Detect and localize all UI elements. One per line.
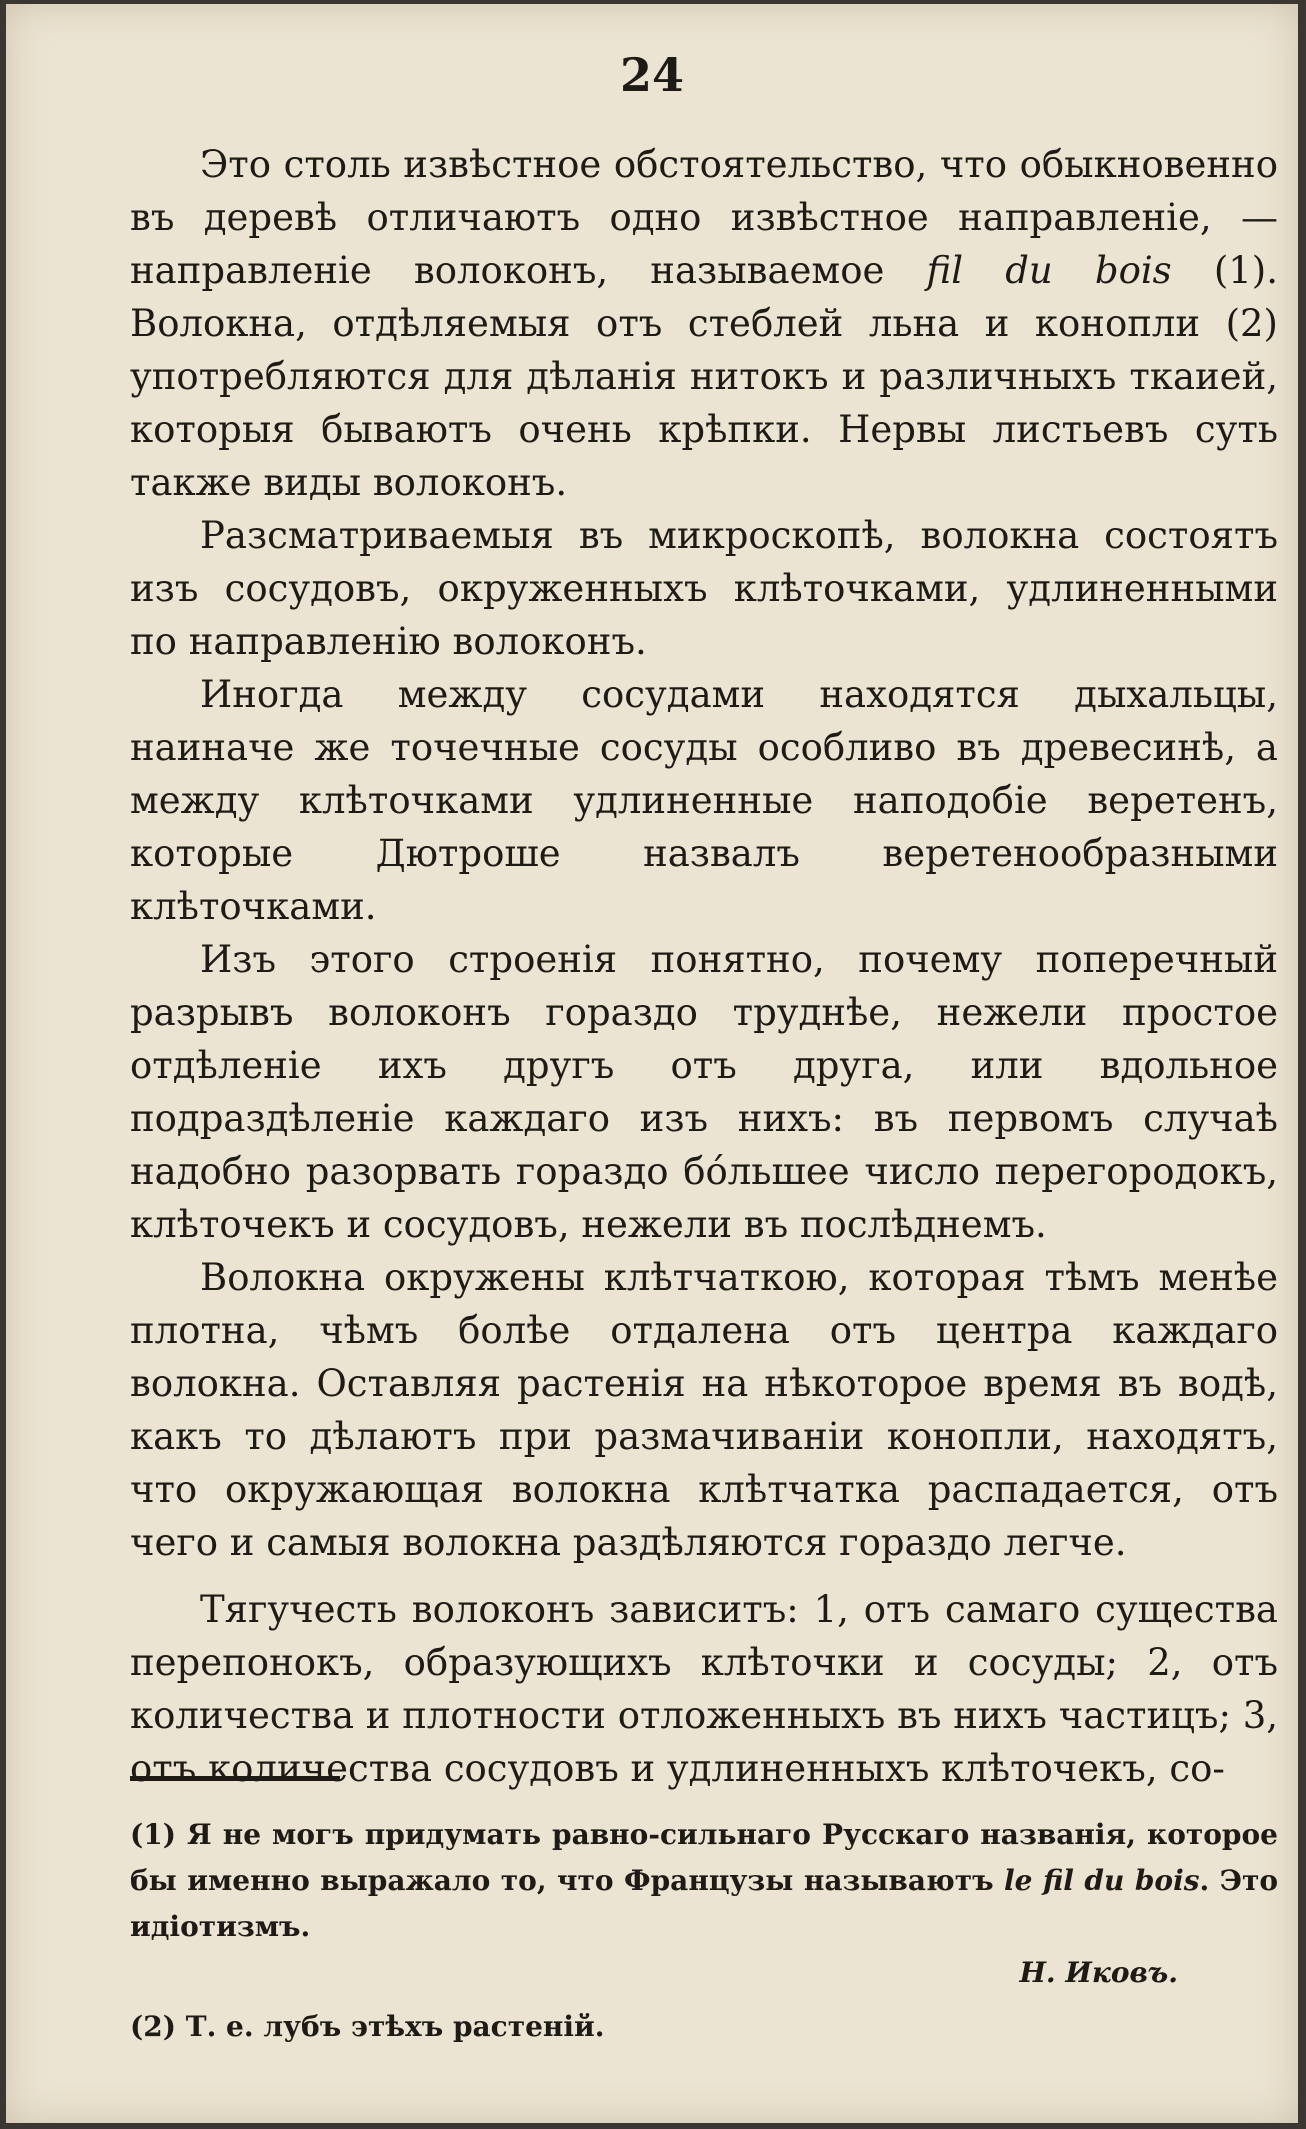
paragraph-3: Иногда между сосудами находятся дыхальцы, наиначе же точечные сосуды особливо въ древесинѣ, а между клѣточками удлиненные наподобіе веретенъ, которые Дютроше назвалъ веретенообразными клѣточками. [130, 673, 1278, 928]
paragraph-4: Изъ этого строенія понятно, почему поперечный разрывъ волоконъ гораздо труднѣе, нежели простое отдѣленіе ихъ другъ отъ друга, или вдольное подраздѣленіе каждаго изъ нихъ: въ первомъ случаѣ надобно разорвать гораздо бо́льшее число перегородокъ, клѣточекъ и сосудовъ, нежели въ послѣднемъ. [130, 938, 1278, 1246]
paragraph-1-text-a: Это столь извѣстное обстоятельство, что обыкновенно въ деревѣ отличаютъ одно извѣстное направленіе, — направленіе волоконъ, называемое [130, 143, 1278, 292]
footnote-signature: Н. Иковъ. [1019, 1956, 1178, 1989]
body-text [130, 138, 1278, 1795]
footnote-1-text-b: . Это идіотизмъ. [130, 1864, 1279, 1943]
footnote-2: (2) Т. е. лубъ этѣхъ растеній. [130, 2010, 605, 2043]
paragraph-5: Волокна окружены клѣтчаткою, которая тѣмъ менѣе плотна, чѣмъ болѣе отдалена отъ центра каждаго волокна. Оставляя растенія на нѣкоторое время въ водѣ, какъ то дѣлаютъ при размачиваніи конопли, находятъ, что окружающая волокна клѣтчатка распадается, отъ чего и самыя волокна раздѣляются гораздо легче. [130, 1256, 1278, 1564]
paragraph-1-text-b: (1). Волокна, отдѣляемыя отъ стеблей льна и конопли (2) употребляются для дѣланія нитокъ и различныхъ ткаией, которыя бываютъ очень крѣпки. Нервы листьевъ суть также виды волоконъ. [130, 249, 1278, 504]
book-page [6, 4, 1298, 2123]
footnote-1 [130, 1812, 1278, 1950]
paragraph-2: Разсматриваемыя въ микроскопѣ, волокна состоятъ изъ сосудовъ, окруженныхъ клѣточками, удлиненными по направленію волоконъ. [130, 514, 1278, 663]
paragraph-1-latin-term: fil du bois [926, 249, 1172, 292]
paragraph-1 [130, 138, 1278, 509]
footnote-divider [130, 1776, 340, 1781]
page-number: 24 [619, 48, 684, 102]
footnote-1-text-a: (1) Я не могъ придумать равно-сильнаго Русскаго названія, которое бы именно выражало то, что Французы называютъ [130, 1818, 1278, 1897]
paragraph-6: Тягучесть волоконъ зависитъ: 1, отъ самаго существа перепонокъ, образующихъ клѣточки и сосуды; 2, отъ количества и плотности отложенныхъ въ нихъ частицъ; 3, отъ количества сосудовъ и удлиненныхъ клѣточекъ, со- [130, 1588, 1278, 1790]
footnote-1-latin-term: le fil du bois [1004, 1864, 1200, 1897]
footnotes [130, 1812, 1278, 2050]
